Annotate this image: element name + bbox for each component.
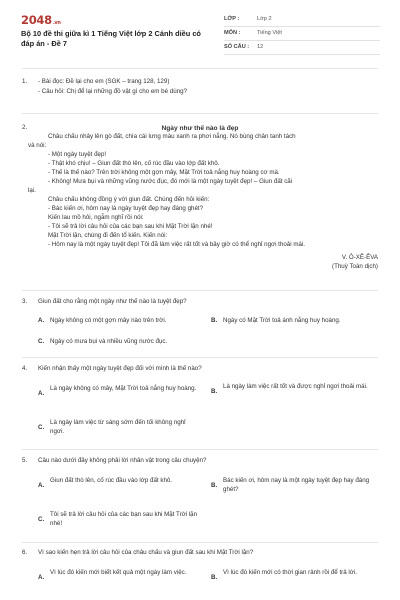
- option-text: Ngày có Mặt Trời toả ánh nắng huy hoàng.: [223, 317, 341, 324]
- story-line: và nói:: [28, 141, 47, 149]
- meta-value: 12: [257, 44, 264, 51]
- option-text: Là ngày làm việc từ sáng sớm đến tối không nghỉ ngơi.: [50, 419, 186, 435]
- option-letter: C.: [38, 516, 45, 523]
- question-text: Kiến nhận thấy một ngày tuyệt đẹp đối với mình là thế nào?: [38, 365, 202, 372]
- meta-key: LỚP :: [224, 16, 240, 23]
- question-line: - Câu hỏi: Chị để lại những đồ vật gì cho em bé dùng?: [38, 88, 187, 95]
- option-text: Bác kiến ơi, hôm nay là một ngày tuyệt đẹp hay đáng ghét?: [223, 477, 370, 493]
- option-text: Giun đất thò lên, cố rúc đầu vào lớp đất khô.: [50, 477, 173, 484]
- meta-table: [224, 13, 380, 55]
- option-letter: A.: [38, 574, 45, 581]
- story-line: lại.: [28, 186, 36, 194]
- meta-key: MÔN :: [224, 30, 241, 37]
- story-author: V. Ô-XÊ-ÊVA: [341, 253, 378, 261]
- divider: [22, 542, 378, 543]
- option-letter: A.: [38, 482, 45, 489]
- option-letter: B.: [211, 574, 218, 581]
- option-text: Ngày có mưa bụi và nhiều vũng nước đục.: [50, 338, 168, 345]
- story-line: Châu chấu không đồng ý với giun đất. Chúng đến hỏi kiến:: [48, 195, 210, 203]
- question-text: Giun đất cho rằng một ngày như thế nào là tuyệt đẹp?: [38, 298, 187, 305]
- story-line: - Không! Mưa bụi và những vũng nước đục, đó mới là một ngày tuyệt đẹp! – Giun đất cãi: [48, 177, 293, 185]
- meta-value: Tiếng Việt: [257, 30, 282, 37]
- option-text: Tôi sẽ trả lời câu hỏi của các bạn sau khi Mặt Trời lặn nhé!: [50, 511, 198, 527]
- story-line: - Hôm nay là một ngày tuyệt đẹp! Tôi đã làm việc rất tốt và bây giờ có thể nghỉ ngơi thoải mái.: [48, 240, 306, 248]
- story-line: Mặt Trời lặn, chúng đi đến tổ kiến. Kiến nói:: [48, 231, 168, 239]
- option-letter: A.: [38, 317, 45, 324]
- option-letter: B.: [211, 482, 218, 489]
- meta-key: SỐ CÂU :: [224, 44, 250, 51]
- site-logo[interactable]: [21, 12, 61, 29]
- logo-suffix: .vn: [52, 20, 61, 26]
- option-text: Vì lúc đó kiến mới có thời gian rảnh rồi để trả lời.: [223, 569, 357, 576]
- question-number: 5.: [22, 457, 28, 464]
- story-translator: (Thuỳ Toàn dịch): [332, 262, 378, 270]
- option-text: Là ngày không có mây, Mặt Trời toả nắng huy hoàng.: [50, 385, 197, 392]
- story-line: - Một ngày tuyệt đẹp!: [48, 150, 107, 158]
- option-letter: B.: [211, 317, 218, 324]
- divider: [22, 68, 378, 69]
- option-letter: C.: [38, 424, 45, 431]
- divider: [22, 357, 378, 358]
- meta-row-subject: [224, 27, 380, 41]
- option-text: Ngày không có một gợn mây nào trên trời.: [50, 317, 167, 324]
- question-number: 4.: [22, 365, 28, 372]
- meta-row-class: [224, 13, 380, 27]
- story-text: [28, 133, 384, 272]
- story-line: Kiến lau mồ hôi, ngẫm nghĩ rồi nói:: [48, 213, 144, 221]
- logo-text: 2048: [21, 13, 52, 27]
- story-title: Ngày như thế nào là đẹp: [161, 125, 239, 132]
- story-line: - Tôi sẽ trả lời câu hỏi của các bạn sau khi Mặt Trời lặn nhé!: [48, 222, 213, 230]
- divider: [22, 449, 378, 450]
- story-line: - Thật khó chịu! – Giun đất thò lên, cố rúc đầu vào lớp đất khô.: [48, 159, 220, 167]
- option-text: Vì lúc đó kiến mới biết kết quả một ngày làm việc.: [50, 569, 187, 576]
- question-number: 6.: [22, 549, 28, 556]
- question-number: 2.: [22, 124, 28, 131]
- question-text: Câu nào dưới đây không phải lời nhân vật trong câu chuyện?: [38, 457, 207, 464]
- question-text: Vì sao kiến hẹn trả lời câu hỏi của châu chấu và giun đất sau khi Mặt Trời lặn?: [38, 549, 254, 556]
- story-line: Châu chấu nhảy lên gò đất, chìa cái lưng màu xanh ra phơi nắng. Nó bùng chân tanh tách: [48, 133, 296, 140]
- question-line: - Bài đọc: Đề lại cho em (SGK – trang 128, 129): [38, 78, 170, 85]
- page-title: Bộ 10 đề thi giữa kì 1 Tiếng Việt lớp 2 Cánh diều có đáp án - Đề 7: [21, 29, 201, 48]
- option-letter: C.: [38, 338, 45, 345]
- story-line: - Thế là thế nào? Trên trời không một gợn mây, Mặt Trời toả nắng huy hoàng cơ mà.: [48, 168, 280, 176]
- page-header: [0, 0, 400, 62]
- divider: [22, 113, 378, 114]
- option-letter: A.: [38, 390, 45, 397]
- meta-value: Lớp 2: [257, 16, 272, 23]
- option-text: Là ngày làm việc rất tốt và được nghỉ ngơi thoải mái.: [223, 383, 368, 390]
- option-letter: B.: [211, 388, 218, 395]
- divider: [22, 290, 378, 291]
- meta-row-count: [224, 41, 380, 55]
- story-line: - Bác kiến ơi, hôm nay là ngày tuyệt đẹp hay đáng ghét?: [48, 204, 204, 212]
- question-number: 1.: [22, 78, 28, 85]
- question-number: 3.: [22, 298, 28, 305]
